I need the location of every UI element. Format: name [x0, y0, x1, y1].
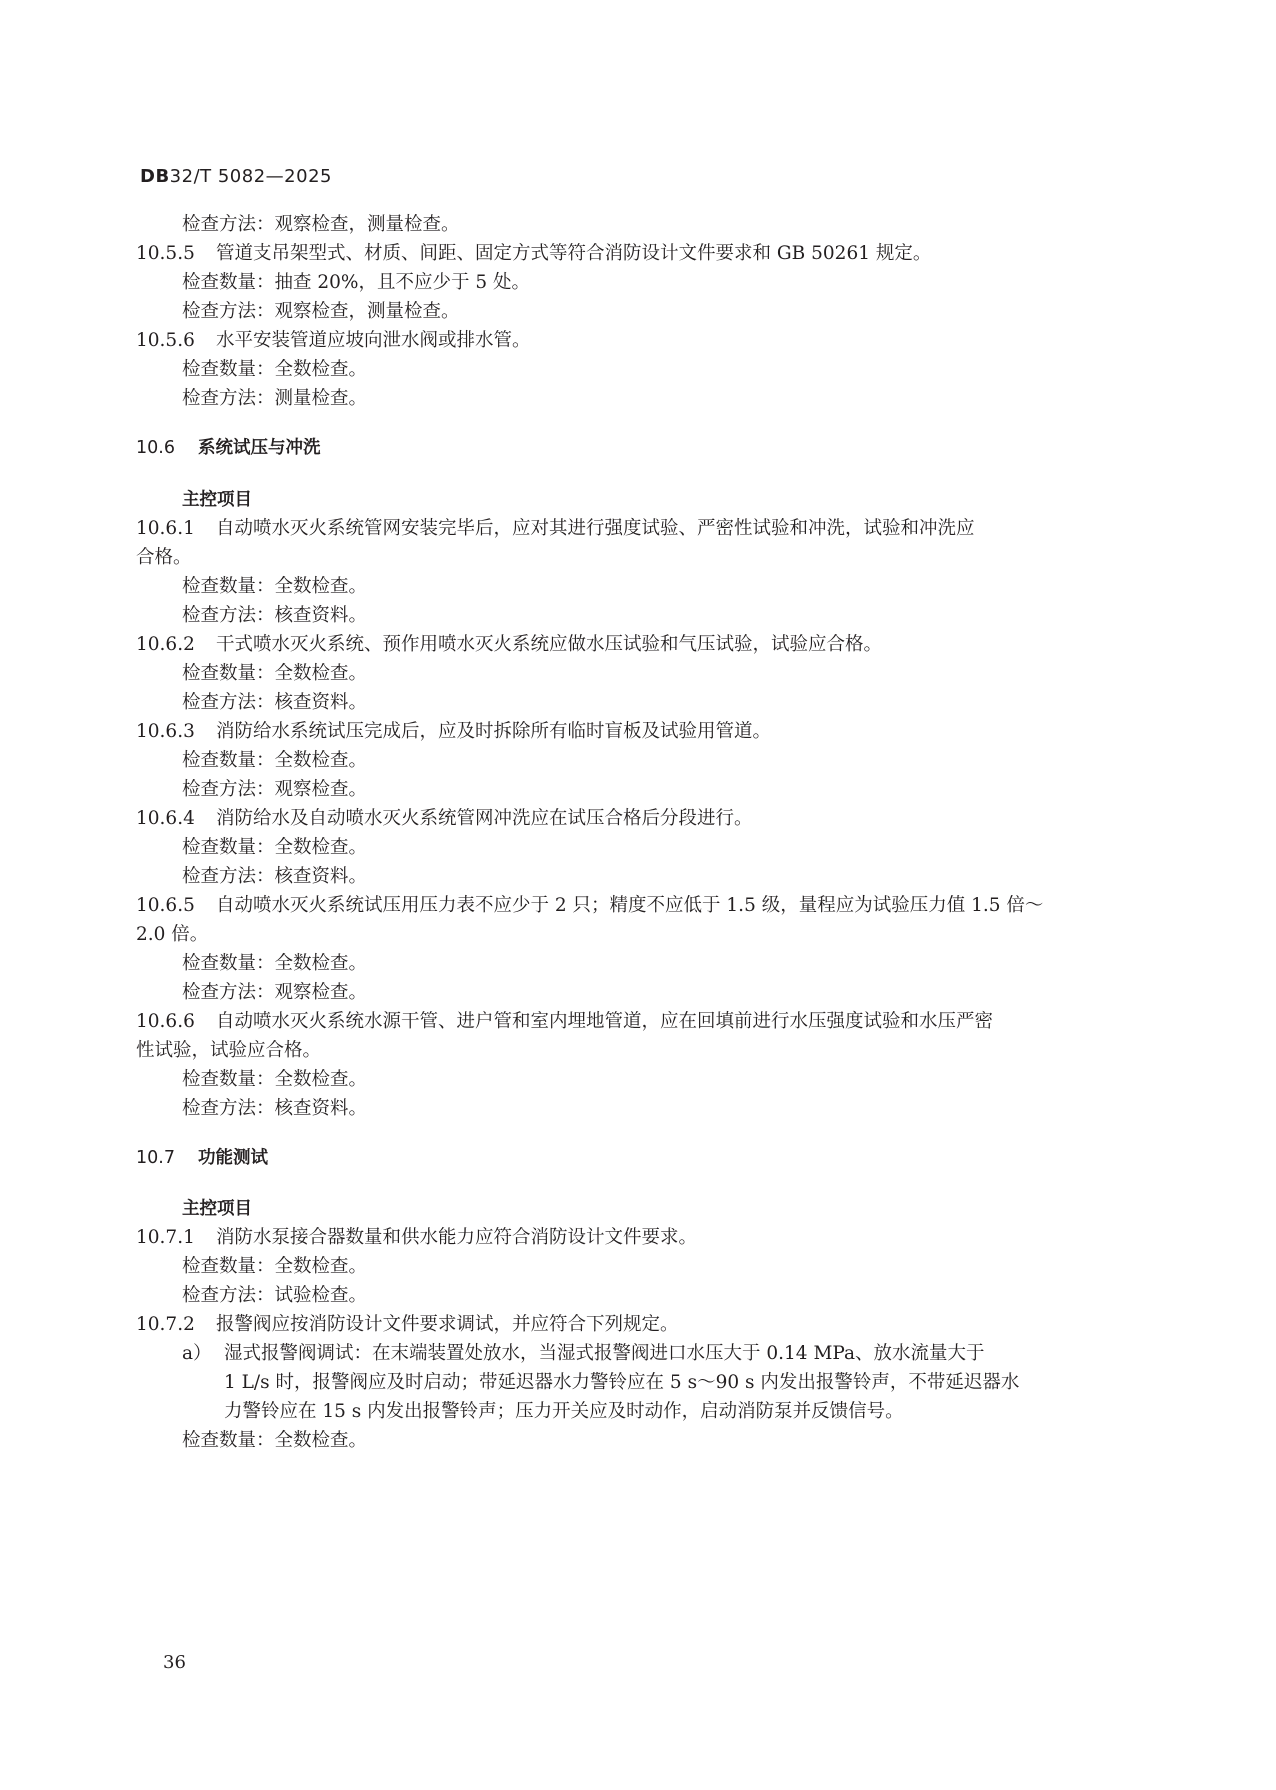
clause-10-6-2 — [136, 632, 882, 658]
inspection-quantity: 检查数量：全数检查。 — [182, 1069, 368, 1090]
standard-header — [140, 166, 332, 187]
inspection-method: 检查方法：核查资料。 — [182, 692, 368, 713]
section-heading-10-6 — [136, 435, 321, 461]
clause-10-7-2 — [136, 1312, 679, 1338]
inspection-method: 检查方法：核查资料。 — [182, 866, 368, 887]
list-marker: a） — [182, 1343, 212, 1364]
section-number: 10.7 — [136, 1148, 175, 1168]
inspection-quantity: 检查数量：全数检查。 — [182, 1430, 368, 1451]
inspection-quantity: 检查数量：全数检查。 — [182, 1256, 368, 1277]
section-title: 系统试压与冲洗 — [198, 438, 321, 458]
clause-number: 10.6.6 — [136, 1011, 195, 1032]
list-item-continuation: 1 L/s 时，报警阀应及时启动；带延迟器水力警铃应在 5 s～90 s 内发出报警铃声，不带延迟器水 — [224, 1372, 1020, 1393]
inspection-quantity: 检查数量：全数检查。 — [182, 663, 368, 684]
clause-10-5-6 — [136, 328, 531, 354]
subheading-main-items: 主控项目 — [182, 490, 252, 510]
clause-number: 10.6.2 — [136, 634, 195, 655]
header-prefix: DB — [140, 166, 170, 187]
inspection-quantity: 检查数量：全数检查。 — [182, 576, 368, 597]
inspection-method: 检查方法：观察检查，测量检查。 — [182, 301, 460, 322]
subheading-main-items: 主控项目 — [182, 1199, 252, 1219]
inspection-method: 检查方法：核查资料。 — [182, 1098, 368, 1119]
clause-number: 10.5.5 — [136, 243, 195, 264]
clause-10-5-5 — [136, 241, 931, 267]
clause-number: 10.6.4 — [136, 808, 195, 829]
clause-text: 管道支吊架型式、材质、间距、固定方式等符合消防设计文件要求和 GB 50261 规定。 — [216, 243, 932, 264]
clause-text: 消防水泵接合器数量和供水能力应符合消防设计文件要求。 — [216, 1227, 698, 1248]
clause-10-6-4 — [136, 806, 753, 832]
inspection-quantity: 检查数量：全数检查。 — [182, 750, 368, 771]
section-number: 10.6 — [136, 438, 175, 458]
list-item-continuation: 力警铃应在 15 s 内发出报警铃声；压力开关应及时动作，启动消防泵并反馈信号。 — [224, 1401, 904, 1422]
clause-continuation: 合格。 — [136, 547, 192, 568]
clause-10-6-6 — [136, 1009, 993, 1035]
inspection-quantity: 检查数量：抽查 20%，且不应少于 5 处。 — [182, 272, 531, 293]
header-code: 32/T 5082—2025 — [169, 166, 332, 187]
clause-number: 10.6.3 — [136, 721, 195, 742]
section-title: 功能测试 — [198, 1148, 268, 1168]
section-heading-10-7 — [136, 1145, 268, 1171]
clause-text: 自动喷水灭火系统试压用压力表不应少于 2 只；精度不应低于 1.5 级，量程应为试验压力值 1.5 倍～ — [216, 895, 1044, 916]
inspection-quantity: 检查数量：全数检查。 — [182, 359, 368, 380]
clause-text: 自动喷水灭火系统水源干管、进户管和室内埋地管道，应在回填前进行水压强度试验和水压严密 — [216, 1011, 994, 1032]
inspection-method: 检查方法：试验检查。 — [182, 1285, 368, 1306]
clause-text: 干式喷水灭火系统、预作用喷水灭火系统应做水压试验和气压试验，试验应合格。 — [216, 634, 883, 655]
clause-number: 10.7.2 — [136, 1314, 195, 1335]
inspection-method: 检查方法：观察检查。 — [182, 982, 368, 1003]
page-number: 36 — [163, 1652, 186, 1673]
clause-text: 消防给水及自动喷水灭火系统管网冲洗应在试压合格后分段进行。 — [216, 808, 753, 829]
clause-10-6-1 — [136, 516, 975, 542]
clause-text: 消防给水系统试压完成后，应及时拆除所有临时盲板及试验用管道。 — [216, 721, 772, 742]
clause-number: 10.6.5 — [136, 895, 195, 916]
clause-10-6-3 — [136, 719, 771, 745]
inspection-method: 检查方法：核查资料。 — [182, 605, 368, 626]
inspection-method: 检查方法：观察检查。 — [182, 779, 368, 800]
clause-number: 10.5.6 — [136, 330, 195, 351]
clause-number: 10.7.1 — [136, 1227, 195, 1248]
list-item-text: 湿式报警阀调试：在末端装置处放水，当湿式报警阀进口水压大于 0.14 MPa、放水流量大于 — [224, 1343, 985, 1364]
clause-10-6-5 — [136, 893, 1043, 919]
clause-continuation: 性试验，试验应合格。 — [136, 1040, 322, 1061]
list-item-a — [182, 1341, 985, 1367]
clause-text: 水平安装管道应坡向泄水阀或排水管。 — [216, 330, 531, 351]
clause-text: 自动喷水灭火系统管网安装完毕后，应对其进行强度试验、严密性试验和冲洗，试验和冲洗应 — [216, 518, 975, 539]
inspection-quantity: 检查数量：全数检查。 — [182, 953, 368, 974]
inspection-method: 检查方法：测量检查。 — [182, 388, 368, 409]
clause-10-7-1 — [136, 1225, 697, 1251]
inspection-quantity: 检查数量：全数检查。 — [182, 837, 368, 858]
clause-text: 报警阀应按消防设计文件要求调试，并应符合下列规定。 — [216, 1314, 679, 1335]
clause-continuation: 2.0 倍。 — [136, 924, 209, 945]
clause-number: 10.6.1 — [136, 518, 195, 539]
inspection-method: 检查方法：观察检查，测量检查。 — [182, 214, 460, 235]
